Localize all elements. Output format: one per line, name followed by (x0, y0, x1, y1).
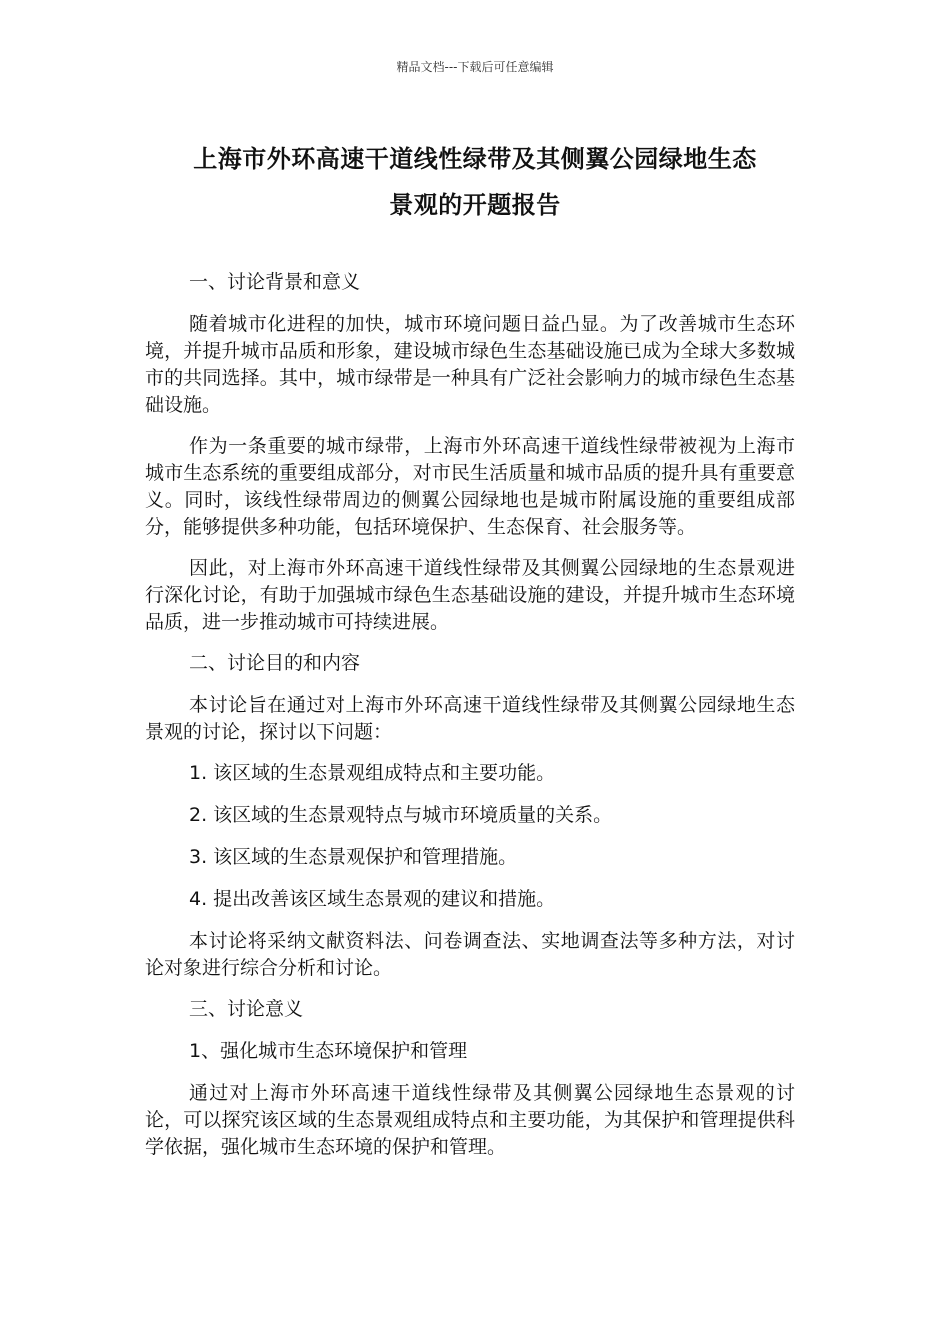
section-1-paragraph-1: 随着城市化进程的加快，城市环境问题日益凸显。为了改善城市生态环境，并提升城市品质和形象，建设城市绿色生态基础设施已成为全球大多数城市的共同选择。其中，城市绿带是一种具有广泛社会影响力的城市绿色生态基础设施。 (145, 313, 795, 416)
section-1-heading: 一、讨论背景和意义 (189, 271, 361, 293)
section-3-paragraph-1: 通过对上海市外环高速干道线性绿带及其侧翼公园绿地生态景观的讨论，可以探究该区域的生态景观组成特点和主要功能，为其保护和管理提供科学依据，强化城市生态环境的保护和管理。 (145, 1082, 795, 1158)
section-3-heading: 三、讨论意义 (189, 998, 304, 1020)
title-line-2: 景观的开题报告 (389, 191, 561, 219)
list-item: 4. 提出改善该区域生态景观的建议和措施。 (189, 888, 556, 910)
section-2-heading: 二、讨论目的和内容 (189, 652, 361, 674)
document-body (145, 269, 795, 1175)
document-header-note: 精品文档---下载后可任意编辑 (396, 60, 554, 74)
list-item: 3. 该区域的生态景观保护和管理措施。 (189, 846, 518, 868)
section-2-paragraph-2: 本讨论将采纳文献资料法、问卷调查法、实地调查法等多种方法，对讨论对象进行综合分析和讨论。 (145, 930, 795, 979)
section-1-paragraph-3: 因此，对上海市外环高速干道线性绿带及其侧翼公园绿地的生态景观进行深化讨论，有助于加强城市绿色生态基础设施的建设，并提升城市生态环境品质，进一步推动城市可持续进展。 (145, 557, 795, 633)
section-2-paragraph-1: 本讨论旨在通过对上海市外环高速干道线性绿带及其侧翼公园绿地生态景观的讨论，探讨以下问题： (145, 694, 795, 743)
list-item: 1. 该区域的生态景观组成特点和主要功能。 (189, 762, 556, 784)
list-item: 2. 该区域的生态景观特点与城市环境质量的关系。 (189, 804, 613, 826)
title-line-1: 上海市外环高速干道线性绿带及其侧翼公园绿地生态 (193, 145, 757, 173)
section-3-subheading-1: 1、强化城市生态环境保护和管理 (189, 1040, 468, 1062)
section-1-paragraph-2: 作为一条重要的城市绿带，上海市外环高速干道线性绿带被视为上海市城市生态系统的重要组成部分，对市民生活质量和城市品质的提升具有重要意义。同时，该线性绿带周边的侧翼公园绿地也是城市附属设施的重要组成部分，能够提供多种功能，包括环境保护、生态保育、社会服务等。 (145, 435, 795, 538)
document-title (120, 136, 830, 228)
